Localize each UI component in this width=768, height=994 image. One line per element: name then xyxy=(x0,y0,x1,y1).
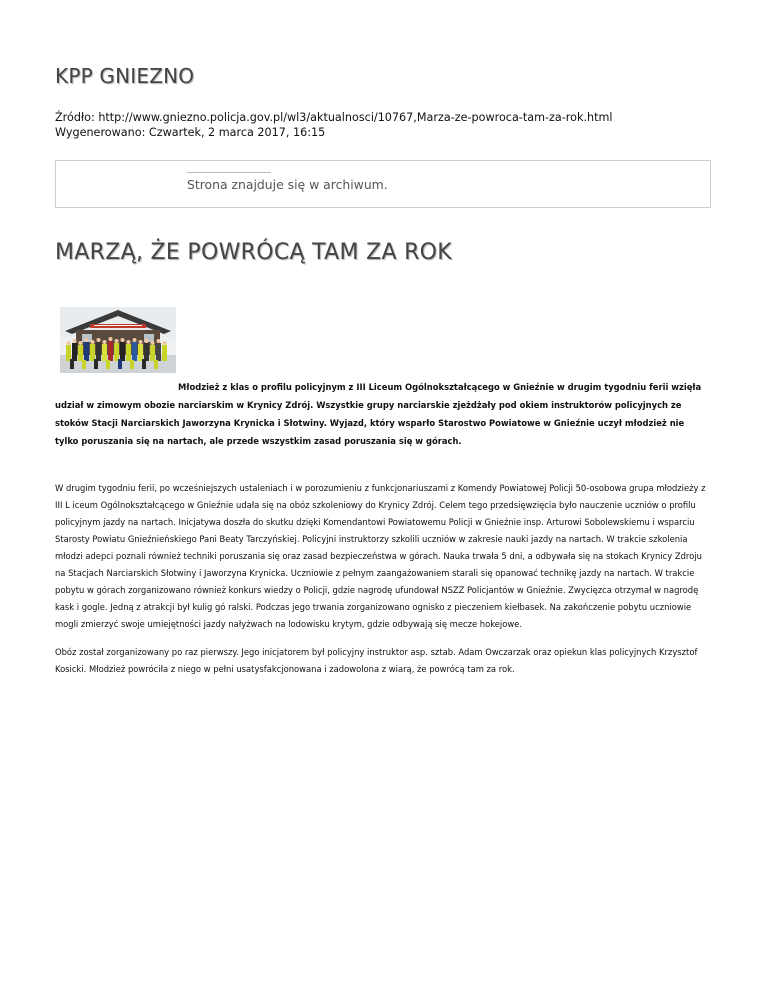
article-lead xyxy=(55,378,710,450)
article-paragraph-2: Obóz został zorganizowany po raz pierwszy. Jego inicjatorem był policyjny instruktor asp. sztab. Adam Owczarzak oraz opiekun klas policyjnych Krzysztof Kosicki. Młodzież powróciła z niego w pełni usatysfakcjonowana i zadowolona z wiarą, że powrócą tam za rok. xyxy=(55,647,698,674)
archive-notice: Strona znajduje się w archiwum. xyxy=(187,177,388,192)
site-title: KPP GNIEZNO xyxy=(55,64,195,88)
archive-notice-box xyxy=(55,160,711,208)
generated-date: Wygenerowano: Czwartek, 2 marca 2017, 16:15 xyxy=(55,126,326,139)
article-paragraph-1: W drugim tygodniu ferii, po wcześniejszych ustaleniach i w porozumieniu z funkcjonariuszami z Komendy Powiatowej Policji 50-osobowa grupa młodzieży z III L iceum Ogólnokształcącego w Gnieźnie udała się na obóz szkoleniowy do Krynicy Zdrój. Celem tego przedsięwzięcia było nauczenie uczniów o profilu policyjnym jazdy na nartach. Inicjatywa doszła do skutku dzięki Komendantowi Powiatowemu Policji w Gnieźnie insp. Arturowi Sobolewskiemu i wsparciu Starosty Powiatu Gnieźnieńskiego Pani Beaty Tarczyńskiej. Policyjni instruktorzy szkolili uczniów w zakresie nauki jazdy na nartach. W trakcie szkolenia młodzi adepci poznali również techniki poruszania się oraz zasad bezpieczeństwa w górach. Nauka trwała 5 dni, a odbywała się na stokach Krynicy Zdroju na Stacjach Narciarskich Słotwiny i Jaworzyna Krynicka. Uczniowie z pełnym zaangażowaniem starali się opanować technikę jazdy na nartach. W trakcie pobytu w górach zorganizowano również konkurs wiedzy o Policji, gdzie nagrodę ufundował NSZZ Policjantów w Gnieźnie. Zwycięzca otrzymał w nagrodę kask i gogle. Jedną z atrakcji był kulig gó ralski. Podczas jego trwania zorganizowano ognisko z pieczeniem kiełbasek. Na zakończenie pobytu uczniowie mogli zmierzyć swoje umiejętności jazdy nałyżwach na lodowisku krytym, gdzie odbywają się mecze hokejowe. xyxy=(55,483,706,629)
archive-divider xyxy=(187,172,271,173)
lead-text: Młodzież z klas o profilu policyjnym z III Liceum Ogólnokształcącego w Gnieźnie w drugim tygodniu ferii wzięła udział w zimowym obozie narciarskim w Krynicy Zdrój. Wszystkie grupy narciarskie zjeżdżały pod okiem instruktorów policyjnych ze stoków Stacji Narciarskich Jaworzyna Krynicka i Słotwiny. Wyjazd, który wsparło Starostwo Powiatowe w Gnieźnie uczył młodzież nie tylko poruszania się na nartach, ale przede wszystkim zasad poruszania się w górach. xyxy=(55,382,702,446)
article-body xyxy=(55,480,713,689)
group-photo-image xyxy=(60,307,176,373)
article-title: MARZĄ, ŻE POWRÓCĄ TAM ZA ROK xyxy=(55,240,453,265)
article-photo xyxy=(60,307,176,373)
print-meta xyxy=(55,110,613,140)
source-url: Źródło: http://www.gniezno.policja.gov.pl/wl3/aktualnosci/10767,Marza-ze-powroca-tam-za-rok.html xyxy=(55,111,613,124)
